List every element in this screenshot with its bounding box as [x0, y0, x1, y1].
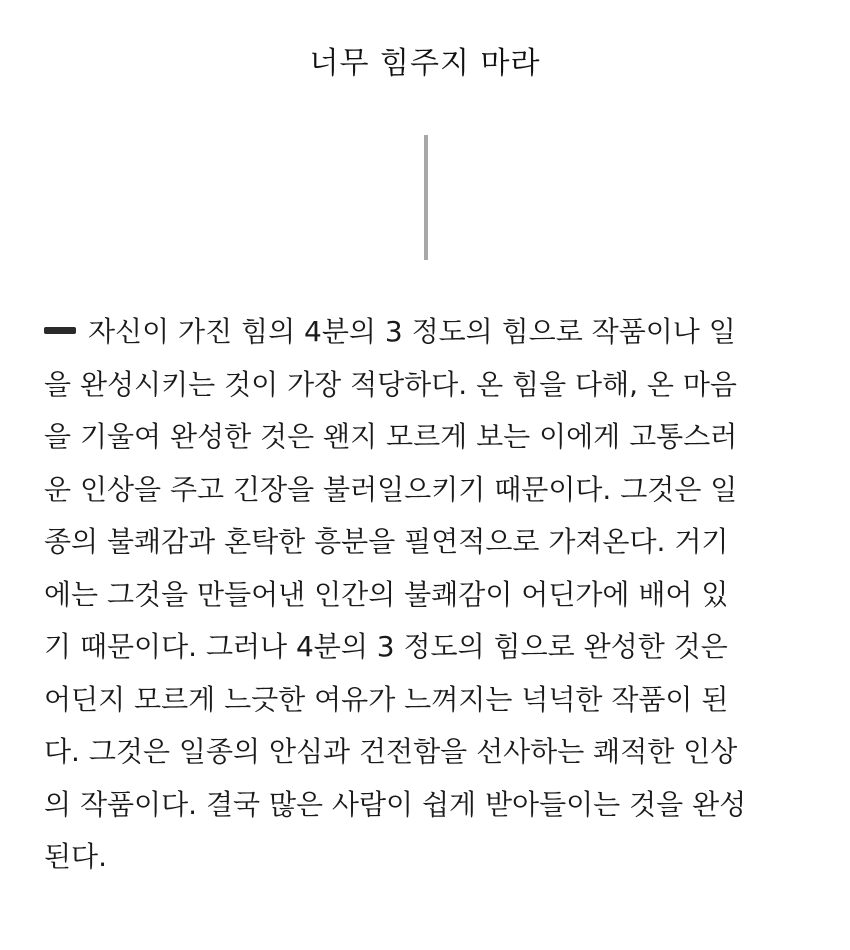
paragraph-line: 의 작품이다. 결국 많은 사람이 쉽게 받아들이는 것을 완성 [44, 787, 747, 821]
paragraph-line: 된다. [44, 840, 107, 873]
paragraph-line: 을 완성시키는 것이 가장 적당하다. 온 힘을 다해, 온 마음 [44, 367, 737, 401]
paragraph-line: 에는 그것을 만들어낸 인간의 불쾌감이 어딘가에 배어 있 [44, 577, 729, 611]
paragraph-line: 어딘지 모르게 느긋한 여유가 느껴지는 넉넉한 작품이 된 [44, 682, 729, 716]
vertical-divider [424, 135, 428, 260]
paragraph-line: 다. 그것은 일종의 안심과 건전함을 선사하는 쾌적한 인상 [44, 735, 738, 768]
page-title: 너무 힘주지 마라 [309, 46, 541, 81]
paragraph-line [44, 306, 824, 359]
paragraph-line: 기 때문이다. 그러나 4분의 3 정도의 힘으로 완성한 것은 [44, 630, 728, 663]
paragraph-line: 을 기울여 완성한 것은 왠지 모르게 보는 이에게 고통스러 [44, 420, 738, 453]
paragraph-line: 종의 불쾌감과 혼탁한 흥분을 필연적으로 가져온다. 거기 [44, 525, 729, 558]
paragraph-line: 운 인상을 주고 긴장을 불러일으키기 때문이다. 그것은 일 [44, 472, 738, 506]
dash-bullet-icon [44, 327, 76, 334]
body-paragraph [44, 306, 824, 884]
paragraph-line-text: 자신이 가진 힘의 4분의 3 정도의 힘으로 작품이나 일 [88, 315, 736, 348]
